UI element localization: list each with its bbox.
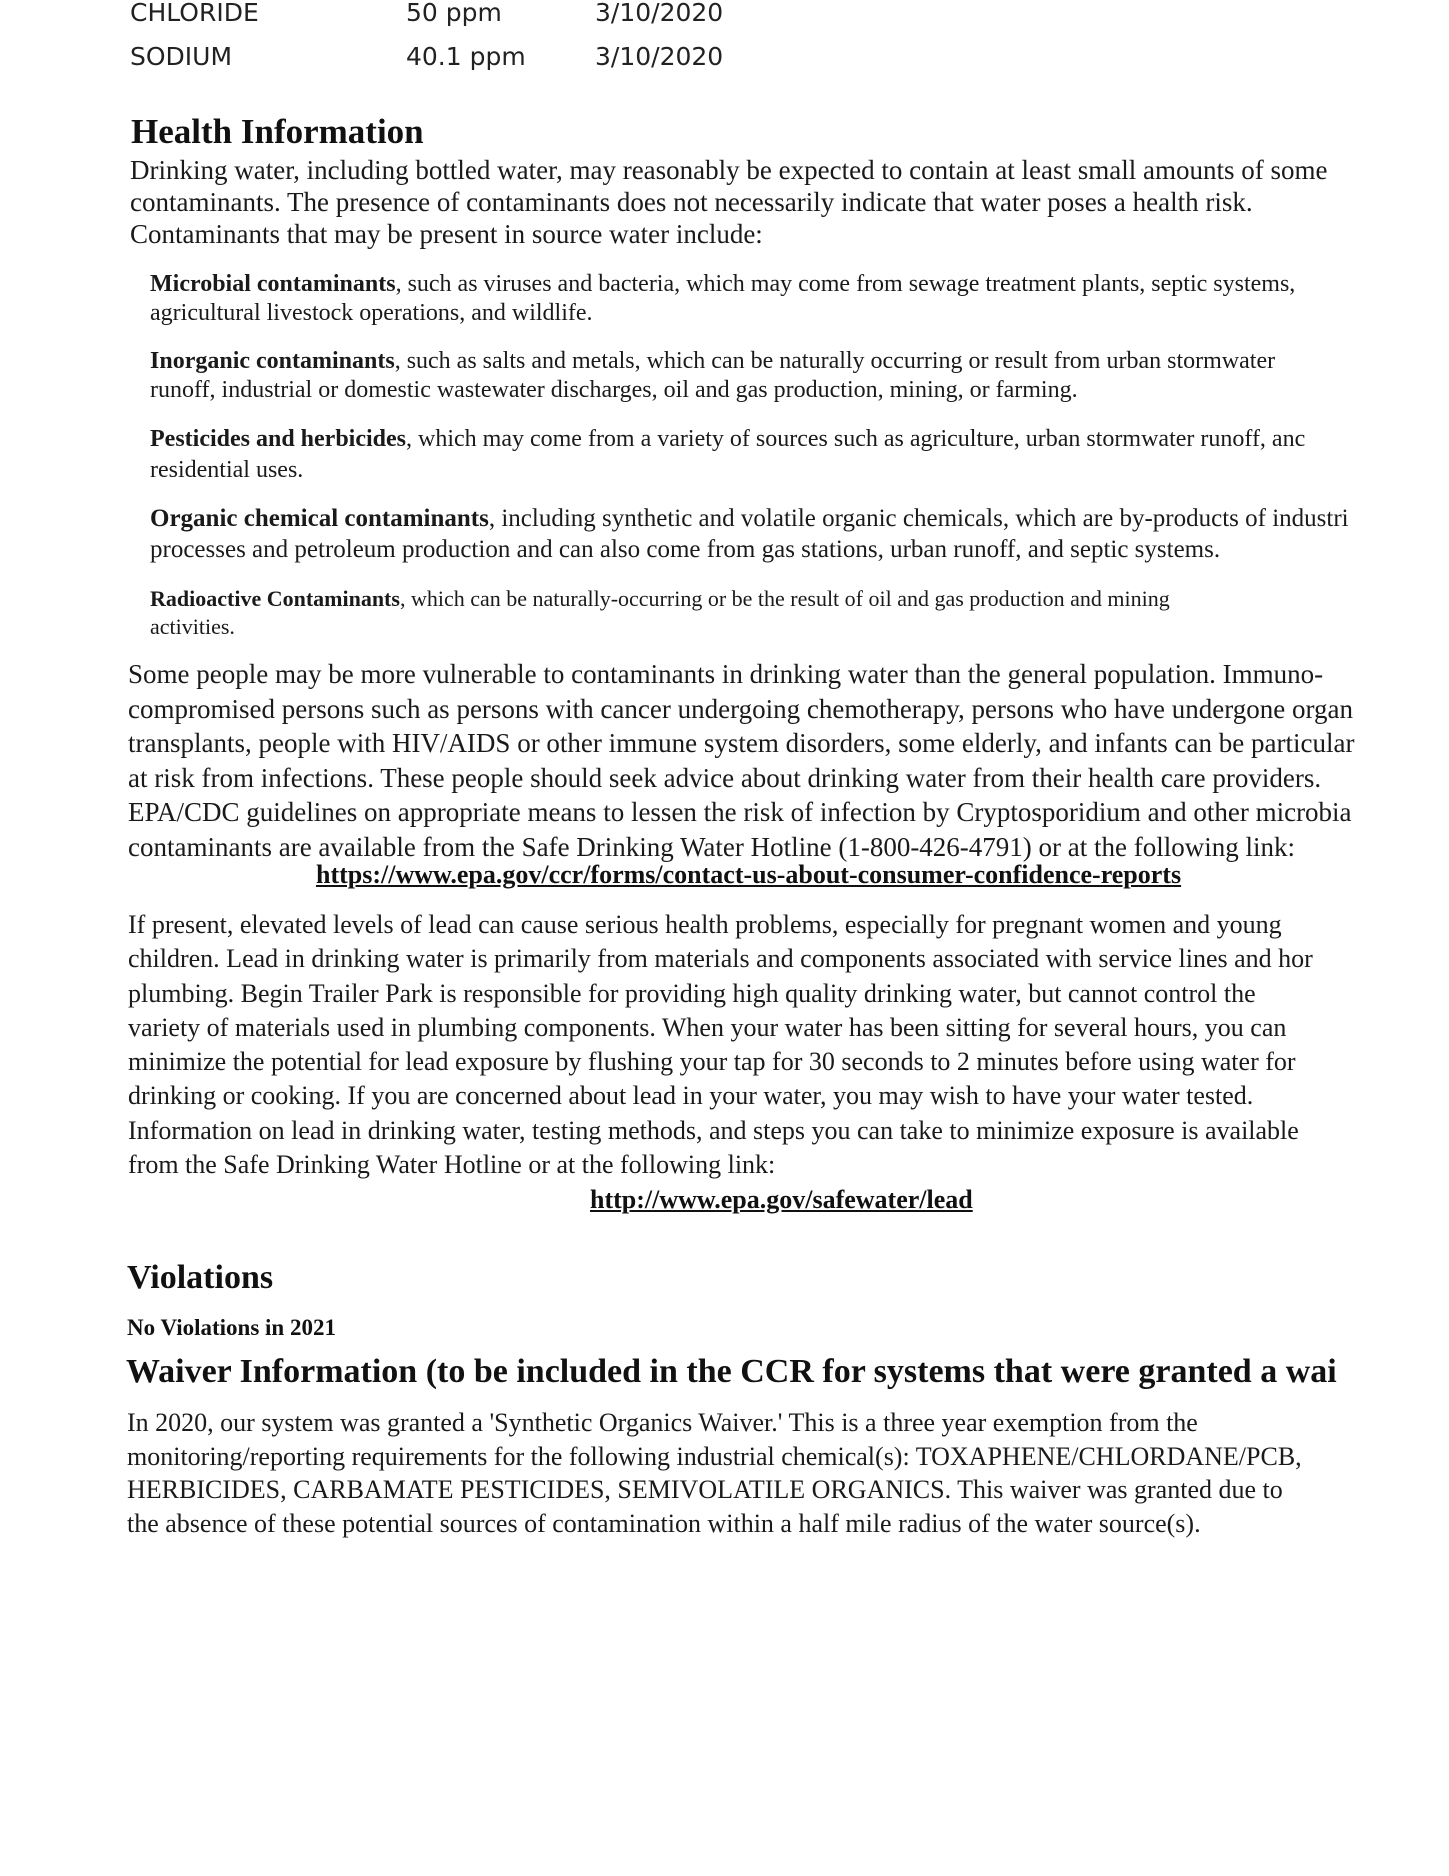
sample-date: 3/10/2020 [595,42,724,71]
contaminant-description: processes and petroleum production and can also come from gas stations, urban runoff, and septic systems. [150,536,1221,563]
text-line: EPA/CDC guidelines on appropriate means to lessen the risk of infection by Cryptosporidium and other microbia [128,797,1352,827]
text-line: from the Safe Drinking Water Hotline or at the following link: [128,1150,776,1180]
contaminant-term: Microbial contaminants [150,271,396,297]
contaminant-inorganic [150,347,1275,405]
text-line: Some people may be more vulnerable to contaminants in drinking water than the general population. Immuno- [128,659,1324,689]
health-intro-paragraph [130,154,1328,250]
text-line: Contaminants that may be present in source water include: [130,219,763,249]
text-line: compromised persons such as persons with cancer undergoing chemotherapy, persons who have undergone organ [128,693,1353,724]
lead-paragraph [128,908,1313,1182]
violations-heading: Violations [127,1259,274,1296]
table-row [130,0,830,38]
contaminant-level: 50 ppm [406,0,502,27]
waiver-paragraph [127,1406,1302,1540]
epa-lead-link[interactable]: http://www.epa.gov/safewater/lead [590,1185,973,1214]
contaminant-level: 40.1 ppm [406,42,526,71]
violations-status: No Violations in 2021 [127,1315,336,1340]
text-line: HERBICIDES, CARBAMATE PESTICIDES, SEMIVOLATILE ORGANICS. This waiver was granted due to [127,1475,1283,1504]
contaminant-name: SODIUM [130,42,233,71]
contaminant-term: Inorganic contaminants [150,348,395,374]
contaminant-term: Organic chemical contaminants [150,505,489,532]
contaminant-description: , such as viruses and bacteria, which may come from sewage treatment plants, septic systems, [395,271,1296,297]
health-information-heading: Health Information [131,112,424,151]
text-line: In 2020, our system was granted a 'Synthetic Organics Waiver.' This is a three year exemption from the [127,1408,1198,1437]
vulnerable-populations-paragraph [128,657,1354,864]
text-line: variety of materials used in plumbing components. When your water has been sitting for several hours, you can [128,1012,1287,1042]
text-line: at risk from infections. These people should seek advice about drinking water from their health care providers. [128,762,1322,793]
contaminant-description: , which can be naturally-occurring or be the result of oil and gas production and mining [399,586,1170,611]
contaminant-term: Pesticides and herbicides [150,426,406,452]
text-line: Drinking water, including bottled water, may reasonably be expected to contain at least small amounts of some [130,155,1328,185]
contaminant-term: Radioactive Contaminants [150,586,400,611]
text-line: monitoring/reporting requirements for the following industrial chemical(s): TOXAPHENE/CHLORDANE/PCB, [127,1441,1302,1471]
table-row [130,42,830,82]
text-line: plumbing. Begin Trailer Park is responsible for providing high quality drinking water, but cannot control the [128,978,1256,1008]
contaminant-pesticides [150,424,1305,486]
contaminant-organic [150,503,1349,565]
text-line: Information on lead in drinking water, testing methods, and steps you can take to minimize exposure is available [128,1115,1299,1145]
contaminant-description: , including synthetic and volatile organic chemicals, which are by-products of industri [488,505,1349,532]
text-line: children. Lead in drinking water is primarily from materials and components associated with service lines and hor [128,944,1313,974]
text-line: transplants, people with HIV/AIDS or other immune system disorders, some elderly, and infants can be particular [128,728,1355,758]
contaminant-radioactive [150,585,1170,641]
text-line: contaminants are available from the Safe Drinking Water Hotline (1-800-426-4791) or at the following link: [128,831,1295,862]
text-line: drinking or cooking. If you are concerned about lead in your water, you may wish to have your water tested. [128,1081,1254,1111]
text-line: contaminants. The presence of contaminants does not necessarily indicate that water poses a health risk. [130,187,1253,217]
contaminant-description: , which may come from a variety of sources such as agriculture, urban stormwater runoff, anc [406,426,1306,452]
contaminant-description: activities. [150,614,235,639]
waiver-heading: Waiver Information (to be included in the CCR for systems that were granted a wai [126,1353,1337,1390]
text-line: the absence of these potential sources of contamination within a half mile radius of the water source(s). [127,1508,1201,1538]
contaminant-description: runoff, industrial or domestic wastewater discharges, oil and gas production, mining, or farming. [150,377,1078,403]
contaminant-microbial [150,270,1295,328]
contaminant-description: agricultural livestock operations, and wildlife. [150,300,593,326]
contaminant-name: CHLORIDE [130,0,259,27]
text-line: If present, elevated levels of lead can cause serious health problems, especially for pregnant women and young [128,910,1282,939]
sample-date: 3/10/2020 [595,0,724,27]
ccr-contact-link[interactable]: https://www.epa.gov/ccr/forms/contact-us-about-consumer-confidence-reports [316,860,1182,889]
text-line: minimize the potential for lead exposure by flushing your tap for 30 seconds to 2 minutes before using water for [128,1047,1296,1077]
contaminant-description: residential uses. [150,457,304,483]
contaminant-description: , such as salts and metals, which can be naturally occurring or result from urban stormwater [394,348,1276,374]
